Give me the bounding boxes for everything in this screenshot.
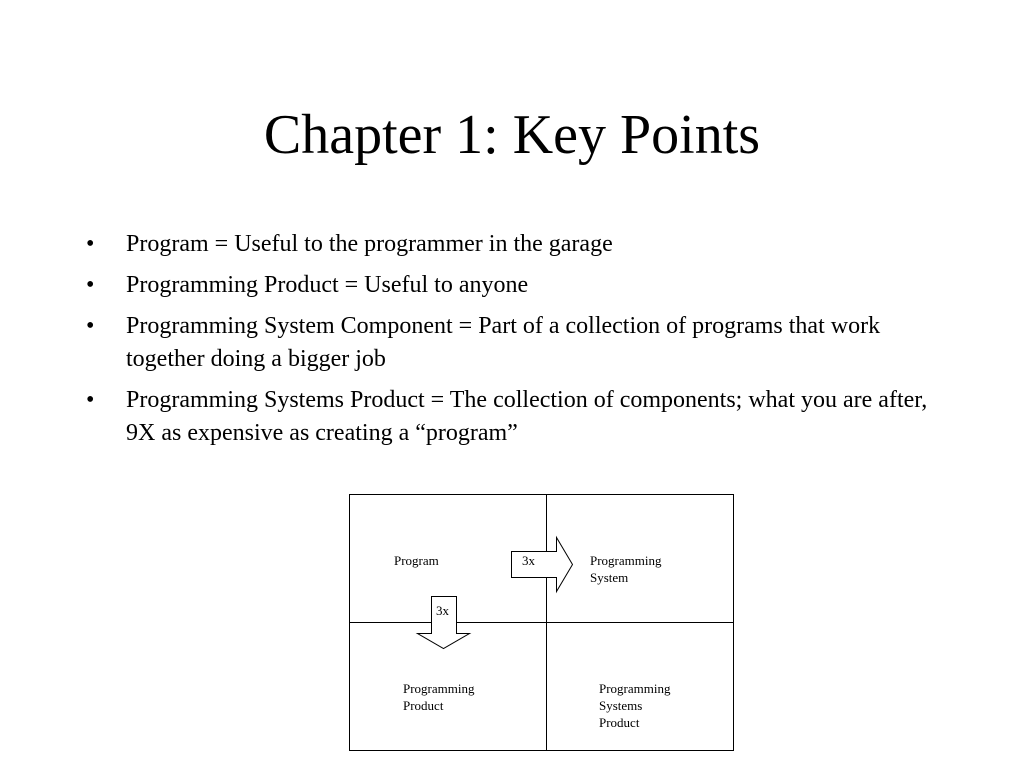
cell-programming-systems-product-line: Systems [599, 698, 643, 713]
bullet-item [80, 384, 940, 450]
bullet-item [80, 228, 940, 261]
slide-title: Chapter 1: Key Points [263, 104, 761, 166]
bullet-marker: • [86, 313, 95, 339]
right-arrow-shape [512, 538, 573, 592]
bullet-marker: • [86, 272, 95, 298]
cell-programming-systems-product-line: Product [599, 715, 640, 730]
bullet-item [80, 310, 940, 376]
cell-programming-system-line: System [590, 570, 629, 585]
cell-programming-product-label [403, 681, 478, 713]
cell-programming-system-line: Programming [590, 553, 662, 568]
cell-program-label [394, 553, 439, 568]
bullet-text: Programming Systems Product = The collection of components; what you are after, 9X as expensive as creating a “program” [126, 387, 928, 446]
cell-programming-system-label [590, 553, 665, 585]
bullet-item [80, 269, 940, 302]
right-arrow-label: 3x [522, 553, 535, 568]
cell-program-line: Program [394, 553, 439, 568]
cell-programming-systems-product-label [599, 681, 674, 730]
product-evolution-diagram [340, 488, 750, 758]
cell-programming-product-line: Product [403, 698, 444, 713]
cell-programming-systems-product-line: Programming [599, 681, 671, 696]
bullet-list [80, 228, 940, 458]
cell-programming-product-line: Programming [403, 681, 475, 696]
bullet-marker: • [86, 231, 95, 257]
down-arrow-label: 3x [436, 603, 449, 618]
bullet-text: Programming System Component = Part of a collection of programs that work together doing a bigger job [126, 313, 881, 372]
bullet-text: Programming Product = Useful to anyone [126, 272, 529, 298]
bullet-text: Program = Useful to the programmer in the garage [126, 231, 613, 257]
bullet-marker: • [86, 387, 95, 413]
